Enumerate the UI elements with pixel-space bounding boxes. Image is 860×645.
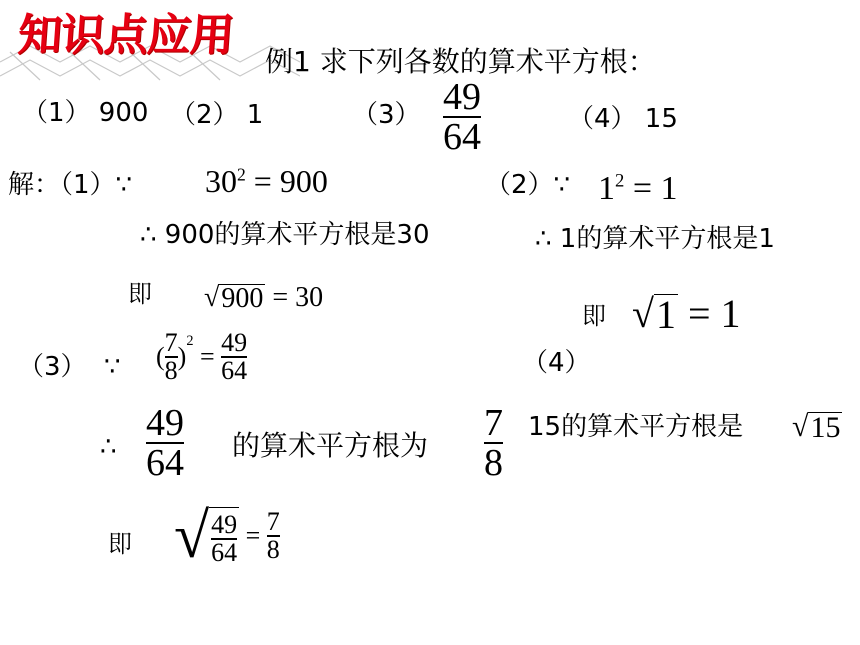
problem-4: （4） 15 — [568, 104, 678, 134]
solution-2-conclusion: ∴ 1的算术平方根是1 — [535, 224, 775, 254]
solution-1-sqrt: √ 900 = 30 — [204, 282, 324, 314]
solution-1-conclusion: ∴ 900的算术平方根是30 — [140, 220, 430, 250]
solution-2-label: （2）∵ — [485, 170, 571, 200]
problem-2: （2） 1 — [170, 100, 264, 130]
solution-2-sqrt: √ 1 = 1 — [632, 291, 741, 337]
solution-4-sqrt: √ 15 — [792, 410, 841, 444]
solution-1-label: 解：（1）∵ — [8, 170, 133, 200]
logo-title: 知识点应用 — [16, 10, 235, 61]
problem-3-label: （3） — [352, 100, 421, 130]
solution-3-equation: ( $\frac{7}{8}$ ) $^2$ = $\frac{49}{64}$ — [156, 328, 248, 385]
solution-1-ji: 即 — [128, 280, 152, 308]
problem-1: （1） 900 — [22, 98, 149, 128]
solution-1-equation: $30^2 = 900$ — [205, 163, 328, 199]
solution-3-fraction: $\frac{49}{64}$ — [146, 402, 184, 484]
solution-2-equation: $1^2 = 1$ — [598, 170, 678, 207]
solution-3-because: ∵ — [104, 352, 121, 382]
solution-3-sqrt-equation: √ $\frac{49}{64}$ = $\frac{7}{8}$ — [174, 500, 280, 571]
example-heading: 例1 求下列各数的算术平方根： — [265, 45, 656, 78]
solution-3-ji: 即 — [108, 530, 132, 558]
problem-3-fraction: $\frac{49}{64}$ — [443, 76, 481, 158]
solution-3-text: 的算术平方根为 — [232, 429, 429, 462]
solution-4-label: （4） — [522, 348, 591, 378]
solution-3-label: （3） — [18, 352, 87, 382]
solution-2-ji: 即 — [582, 302, 606, 330]
solution-4-text: 15的算术平方根是 — [528, 412, 744, 442]
solution-3-answer: $\frac{7}{8}$ — [484, 402, 503, 484]
solution-3-therefore: ∴ — [100, 432, 117, 462]
